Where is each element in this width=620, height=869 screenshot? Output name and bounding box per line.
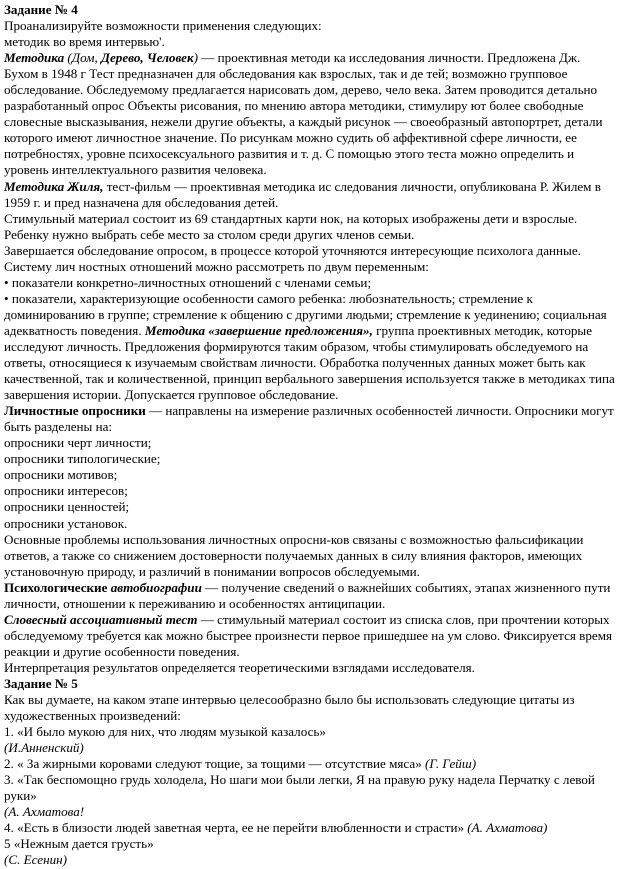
quote-3-author: (А. Ахматова! xyxy=(4,804,85,820)
interpretation-paragraph: Интерпретация результатов определяется теоретическими взглядами исследователя. xyxy=(4,659,475,675)
questionnaires-term: Личностные опросники xyxy=(4,403,146,419)
zhile-system-paragraph: Систему лич ностных отношений можно рассмотреть по двум переменным: xyxy=(4,258,429,274)
questionnaires-problems-paragraph: Основные проблемы использования личностных опросни-ков связаны с возможностью фальсификации ответов, а также со снижением достоверности получаемых данных в силу влияния факторов, имеющих установочную природу, и различий в понимании вопросов обследуемыми. xyxy=(4,531,584,579)
task4-intro-line2: методик во время интервью'. xyxy=(4,34,165,50)
house-tree-term-sub-end: ) xyxy=(193,50,198,66)
house-tree-term-sub: (Дом, xyxy=(64,50,102,66)
sentence-completion-text: группа проективных методик, которые исследуют личность. Предложения формируются таким образом, чтобы стимулировать обследуемого на ответы, относящиеся к изучаемым свойствам личности. Обработка полученных данных может быть как качественной, так и количественной, принцип вербального завершения используется также в методиках типа завершения истории. Допускается групповое обследование. xyxy=(4,322,615,403)
zhile-bullet-1: • показатели конкретно-личностных отношений с членами семьи; xyxy=(4,274,372,290)
task4-intro-line1: Проанализируйте возможности применения следующих: xyxy=(4,18,322,34)
quote-5: 5 «Нежным дается грусть» xyxy=(4,836,154,852)
zhile-bullet-2 xyxy=(4,291,616,403)
quote-5-author: (С. Есенин) xyxy=(4,852,67,868)
sentence-completion-term: Методика «завершение предложения», xyxy=(144,322,373,338)
list-item: опросники мотивов; xyxy=(4,467,118,483)
zhile-text: тест-фильм — проективная методика ис следования личности, опубликована Р. Жилем в 1959 г. и пред назначена для обследования детей. xyxy=(4,178,601,210)
house-tree-term: Методика xyxy=(4,50,65,66)
zhile-bullet-2-text: • показатели, характеризующие особенности самого ребенка: любознательность; стремление к доминированию в группе; стремление к общению с другими людьми; стремление к уединению; социальная адекватность поведения. xyxy=(4,290,607,338)
task5-question: Как вы думаете, на каком этапе интервью целесообразно было бы использовать следующие цитаты из художественных произведений: xyxy=(4,692,575,724)
autobiography-paragraph xyxy=(4,580,616,612)
zhile-term: Методика Жиля, xyxy=(4,178,104,194)
association-text: — стимульный материал состоит из списка слов, при прочтении которых обследуемому требуется как можно быстрее произнести первое пришедшее на ум слово. Фиксируется время реакции и другие особенности поведения. xyxy=(4,611,613,659)
quote-2-line xyxy=(4,756,616,772)
quote-1-author: (И.Анненский) xyxy=(4,740,84,756)
autobiography-term: Психологические xyxy=(4,579,111,595)
autobiography-text: — получение сведений о важнейших событиях, этапах жизненного пути личности, отношении к переживанию и особенностях антиципации. xyxy=(4,579,611,611)
association-paragraph xyxy=(4,612,616,660)
house-tree-text: — проективная методи ка исследования личности. Предложена Дж. Бухом в 1948 г Тест предназначен для обследования как взрослых, так и де тей; возможно групповое обследование. Обследуемому предлагается нарисовать дом, дерево, чело века. Затем проводится детально разработанный опрос Объекты рисования, по мнению автора методики, стимулиру ют более свободные словесные высказывания, нежели другие объекты, а каждый рисунок — своеобразный автопортрет, детали которого имеют личностное значение. По рисункам можно судить об аффективной сфере личности, ее потребностях, уровне психосексуального развития и т. д. С помощью этого теста можно определить и уровень интеллектуального развития человека. xyxy=(4,50,603,178)
autobiography-term-italic: автобиографии xyxy=(110,579,202,595)
quote-1: 1. «И было мукою для них, что людям музыкой казалось» xyxy=(4,724,326,740)
zhile-survey-paragraph: Завершается обследование опросом, в процессе которой уточняются интересующие психолога данные. xyxy=(4,242,581,258)
quote-3: 3. «Так беспомощно грудь холодела, Но шаги мои были легки, Я на правую руку надела Перчатку с левой руки» xyxy=(4,772,595,804)
list-item: опросники интересов; xyxy=(4,483,128,499)
quote-4-line xyxy=(4,820,616,836)
list-item: опросники установок. xyxy=(4,515,128,531)
zhile-stimulus-paragraph: Стимульный материал состоит из 69 стандартных карти нок, на которых изображены дети и взрослые. Ребенку нужно выбрать себе место за столом среди других членов семьи. xyxy=(4,210,578,242)
list-item: опросники черт личности; xyxy=(4,435,152,451)
association-term: Словесный ассоциативный тест xyxy=(4,611,198,627)
questionnaires-text: — направлены на измерение различных особенностей личности. Опросники могут быть разделены на: xyxy=(4,403,614,435)
quote-4: 4. «Есть в близости людей заветная черта, ее не перейти влюбленности и страсти» xyxy=(4,820,468,836)
zhile-paragraph xyxy=(4,179,616,211)
house-tree-term-sub-bold: Дерево, Человек xyxy=(101,50,194,66)
quote-2-author: (Г. Гейш) xyxy=(425,756,477,772)
list-item: опросники типологические; xyxy=(4,451,161,467)
house-tree-paragraph xyxy=(4,50,616,178)
questionnaires-paragraph xyxy=(4,403,616,435)
quote-4-author: (А. Ахматова) xyxy=(467,820,548,836)
task5-title: Задание № 5 xyxy=(4,675,78,691)
task4-title: Задание № 4 xyxy=(4,2,78,17)
list-item: опросники ценностей; xyxy=(4,499,130,515)
quote-2: 2. « За жирными коровами следуют тощие, за тощими — отсутствие мяса» xyxy=(4,756,426,772)
